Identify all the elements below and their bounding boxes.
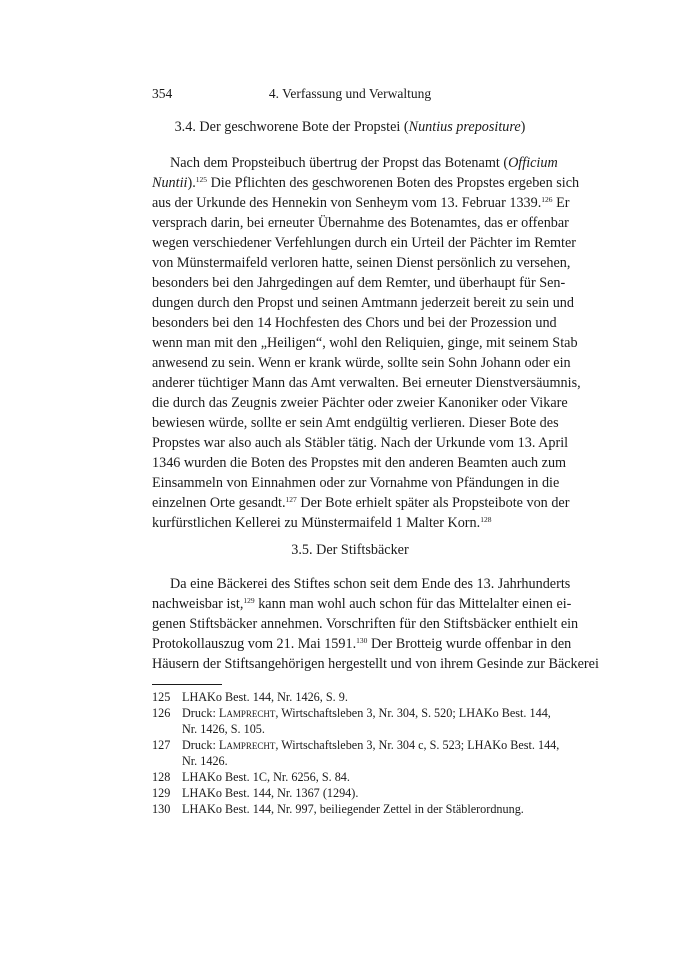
text-line	[152, 253, 571, 273]
section-heading-baecker: 3.5. Der Stiftsbäcker	[291, 542, 409, 558]
footnote-item	[152, 689, 548, 705]
text-run: wenn man mit den „Heiligen“, wohl den Reliquien, ginge, mit seinem Stab	[152, 335, 578, 351]
text-run: Propstes war also auch als Stäbler tätig. Nach der Urkunde vom 13. April	[152, 435, 569, 451]
footnote-ref: 126	[541, 195, 553, 204]
text-run: Einsammeln von Einnahmen oder zur Vornahme von Pfändungen in die	[152, 475, 560, 491]
footnote-item	[152, 705, 551, 737]
text-run: nachweisbar ist,	[152, 596, 244, 612]
text-line	[152, 453, 567, 473]
text-line	[152, 353, 571, 373]
footnote-line	[182, 737, 560, 753]
text-run: Der Brotteig wurde offenbar in den	[367, 636, 572, 652]
text-line	[152, 333, 578, 353]
running-head	[152, 84, 548, 104]
text-run: Häusern der Stiftsangehörigen hergestellt und von ihrem Gesinde zur Bäckerei	[152, 656, 599, 672]
text-run: Nach dem Propsteibuch übertrug der Propst das Botenamt (	[170, 155, 509, 171]
footnote-line	[182, 721, 548, 737]
text-line	[152, 193, 570, 213]
text-run: bewiesen würde, sollte er sein Amt endgültig verlieren. Dieser Bote des	[152, 415, 559, 431]
text-line	[152, 393, 568, 413]
text-line	[152, 313, 557, 333]
footnote-line	[182, 801, 548, 817]
text-run: besonders bei den Jahrgedingen auf dem Remter, und überhaupt für Sen-	[152, 275, 566, 291]
author-name: Lamprecht	[218, 738, 276, 752]
footnote-number: 127	[152, 738, 171, 752]
text-run: LHAKo Best. 144, Nr. 997, beiliegender Zettel in der Stäblerordnung.	[182, 802, 524, 816]
text-run: , Wirtschaftsleben 3, Nr. 304 c, S. 523; LHAKo Best. 144,	[275, 738, 560, 752]
footnote-rule	[152, 684, 222, 685]
text-line	[152, 413, 559, 433]
text-line	[152, 513, 548, 533]
footnote-item	[152, 769, 548, 785]
footnote-number: 129	[152, 786, 171, 800]
text-line	[152, 594, 572, 614]
footnote-line	[182, 769, 548, 785]
text-run: versprach darin, bei erneuter Übernahme des Botenamtes, das er offenbar	[152, 215, 569, 231]
text-line	[152, 473, 560, 493]
text-run: einzelnen Orte gesandt.	[152, 495, 286, 511]
footnote-number: 130	[152, 802, 171, 816]
text-line	[152, 634, 572, 654]
text-run: Protokollauszug vom 21. Mai 1591.	[152, 636, 357, 652]
footnote-ref: 125	[195, 175, 208, 184]
text-run: von Münstermaifeld verloren hatte, seinen Dienst persönlich zu versehen,	[152, 255, 571, 271]
page-number: 354	[152, 86, 173, 101]
text-line	[152, 493, 570, 513]
text-run: dungen durch den Propst und seinen Amtmann jederzeit bereit zu sein und	[152, 295, 574, 311]
paragraph-baecker	[152, 574, 599, 674]
text-line	[152, 293, 574, 313]
text-run: besonders bei den 14 Hochfesten des Chors und bei der Prozession und	[152, 315, 557, 331]
text-run: anderer tüchtiger Mann das Amt verwalten. Bei erneuter Dienstversäumnis,	[152, 375, 581, 391]
footnote-item	[152, 785, 548, 801]
footnote-text	[182, 769, 548, 785]
text-line	[152, 574, 571, 594]
text-line	[152, 433, 569, 453]
text-run: Die Pflichten des geschworenen Boten des Propstes ergeben sich	[207, 175, 580, 191]
text-line	[152, 273, 566, 293]
text-line	[152, 213, 569, 233]
text-run: Er	[552, 195, 570, 211]
heading-text: )	[520, 119, 526, 135]
footnote-text	[182, 785, 548, 801]
text-run: Da eine Bäckerei des Stiftes schon seit dem Ende des 13. Jahrhunderts	[170, 576, 571, 592]
footnote-text	[182, 689, 548, 705]
text-run: LHAKo Best. 1C, Nr. 6256, S. 84.	[182, 770, 350, 784]
italic-text: Nuntii	[152, 175, 188, 191]
footnote-item	[152, 801, 548, 817]
running-title: 4. Verfassung und Verwaltung	[268, 86, 432, 101]
text-run: Druck:	[182, 738, 219, 752]
text-line	[152, 654, 599, 674]
text-run: , Wirtschaftsleben 3, Nr. 304, S. 520; LHAKo Best. 144,	[275, 706, 551, 720]
text-run: die durch das Zeugnis zweier Pächter oder zweier Kanoniker oder Vikare	[152, 395, 568, 411]
footnote-number: 128	[152, 770, 171, 784]
author-name: Lamprecht	[218, 706, 276, 720]
footnote-line	[182, 753, 548, 769]
text-run: LHAKo Best. 144, Nr. 1426, S. 9.	[182, 690, 348, 704]
text-run: anwesend zu sein. Wenn er krank würde, sollte sein Sohn Johann oder ein	[152, 355, 571, 371]
footnote-line	[182, 785, 548, 801]
text-line	[152, 173, 580, 193]
text-run: ).	[187, 175, 196, 191]
text-line	[152, 373, 581, 393]
footnote-line	[182, 705, 551, 721]
footnotes	[152, 689, 560, 817]
text-line	[152, 153, 558, 173]
italic-text: Officium	[508, 155, 558, 171]
text-run: genen Stiftsbäcker annehmen. Vorschriften für den Stiftsbäcker enthielt ein	[152, 616, 579, 632]
footnote-ref: 130	[356, 636, 368, 645]
footnote-line	[182, 689, 548, 705]
footnote-ref: 128	[480, 515, 492, 524]
text-run: kann man wohl auch schon für das Mittelalter einen ei-	[254, 596, 572, 612]
footnote-item	[152, 737, 560, 769]
footnote-text	[182, 737, 560, 769]
text-run: Nr. 1426, S. 105.	[182, 722, 265, 736]
text-line	[152, 614, 579, 634]
footnote-text	[182, 801, 548, 817]
footnote-ref: 127	[285, 495, 297, 504]
text-run: kurfürstlichen Kellerei zu Münstermaifeld 1 Malter Korn.	[152, 515, 481, 531]
text-line	[152, 233, 577, 253]
footnote-number: 126	[152, 706, 171, 720]
heading-text: 3.4. Der geschworene Bote der Propstei (	[174, 119, 409, 135]
heading-italic-text: Nuntius prepositure	[408, 119, 521, 135]
text-run: Druck:	[182, 706, 219, 720]
text-run: 1346 wurden die Boten des Propstes mit den anderen Beamten auch zum	[152, 455, 567, 471]
section-heading-nuntius	[152, 117, 548, 137]
paragraph-bote	[152, 153, 581, 533]
text-run: aus der Urkunde des Hennekin von Senheym vom 13. Februar 1339.	[152, 195, 542, 211]
text-run: Der Bote erhielt später als Propsteibote von der	[296, 495, 570, 511]
text-run: LHAKo Best. 144, Nr. 1367 (1294).	[182, 786, 359, 800]
footnote-number: 125	[152, 690, 171, 704]
footnote-text	[182, 705, 551, 737]
text-run: Nr. 1426.	[182, 754, 228, 768]
text-run: wegen verschiedener Verfehlungen durch ein Urteil der Pächter im Remter	[152, 235, 577, 251]
footnote-ref: 129	[243, 596, 255, 605]
